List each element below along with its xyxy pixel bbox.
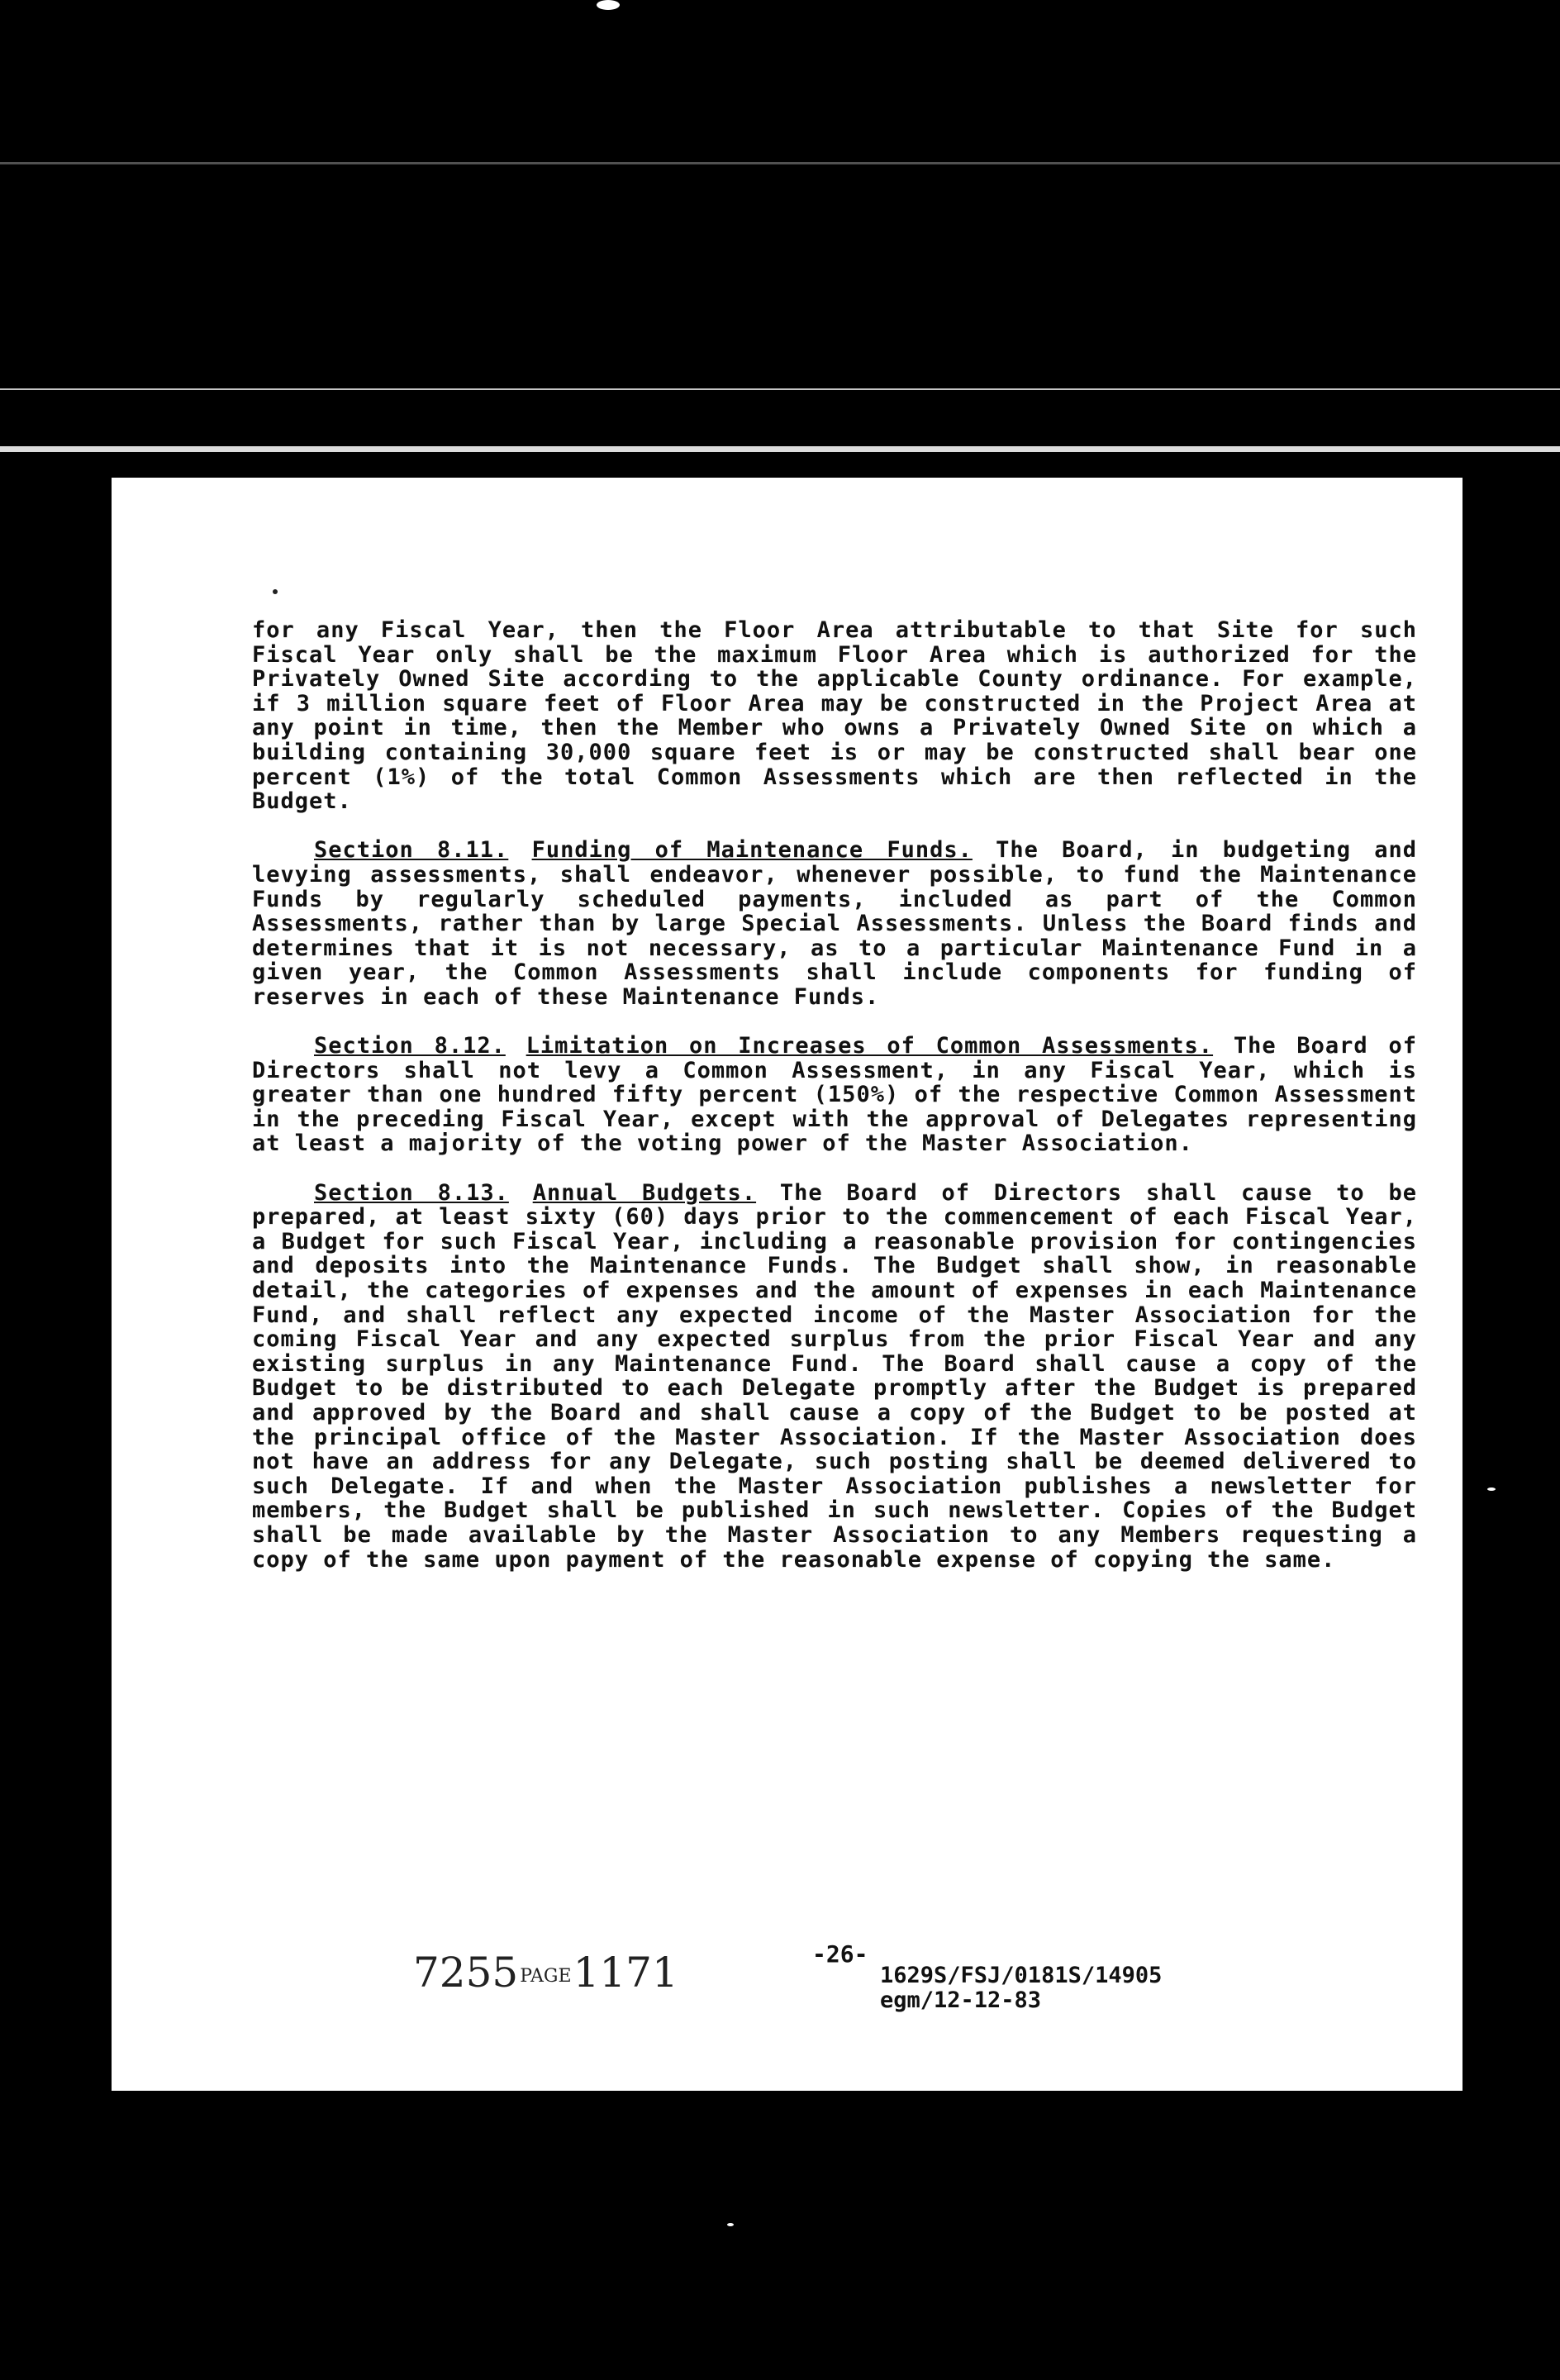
document-page: [112, 478, 1462, 2091]
scan-artifact-line: [0, 162, 1560, 164]
scan-speck: [597, 0, 620, 10]
section-number: Section 8.12.: [314, 1033, 506, 1059]
section-8-11: [252, 838, 1417, 1009]
page-number: -26-: [812, 1940, 868, 1968]
scan-speck: [727, 2223, 734, 2226]
scan-dot: [273, 589, 278, 594]
scan-artifact-line: [0, 388, 1560, 390]
recording-stamp: [413, 1949, 678, 1997]
document-code-line-2: egm/12-12-83: [880, 1987, 1042, 2013]
stamp-page-label: PAGE: [520, 1965, 572, 1987]
section-8-13: [252, 1181, 1417, 1573]
section-title: Funding of Maintenance Funds.: [531, 837, 973, 864]
section-number: Section 8.11.: [314, 837, 509, 864]
section-title: Limitation on Increases of Common Assessments.: [526, 1033, 1214, 1059]
section-number: Section 8.13.: [314, 1179, 509, 1206]
section-text: The Board of Directors shall cause to be prepared, at least sixty (60) days prior to the commencement of each Fiscal Year, a Budget for such Fiscal Year, including a reasonable provision for contingencies and deposits into the Maintenance Funds. The Budget shall show, in reasonable detail, the categories of expenses and the amount of expenses in each Maintenance Fund, and shall reflect any expected income of the Master Association for the coming Fiscal Year and any expected surplus from the prior Fiscal Year and any existing surplus in any Maintenance Fund. The Board shall cause a copy of the Budget to be distributed to each Delegate promptly after the Budget is prepared and approved by the Board and shall cause a copy of the Budget to be posted at the principal office of the Master Association. If the Master Association does not have an address for any Delegate, such posting shall be deemed delivered to such Delegate. If and when the Master Association publishes a newsletter for members, the Budget shall be published in such newsletter. Copies of the Budget shall be made available by the Master Association to any Members requesting a copy of the same upon payment of the reasonable expense of copying the same.: [252, 1179, 1417, 1573]
document-body: [252, 618, 1417, 1597]
section-8-12: [252, 1034, 1417, 1156]
document-code-line-1: 1629S/FSJ/0181S/14905: [880, 1963, 1163, 1988]
section-text: The Board, in budgeting and levying assessments, shall endeavor, whenever possible, to fund the Maintenance Funds by regularly scheduled payments, included as part of the Common Assessments, rather than by large Special Assessments. Unless the Board finds and determines that it is not necessary, as to a particular Maintenance Fund in a given year, the Common Assessments shall include components for funding of reserves in each of these Maintenance Funds.: [252, 837, 1417, 1010]
document-code: [880, 1963, 1162, 2013]
scan-artifact-line: [0, 446, 1560, 452]
stamp-book: 7255: [413, 1949, 519, 1997]
section-text: The Board of Directors shall not levy a Common Assessment, in any Fiscal Year, which is greater than one hundred fifty percent (150%) of the respective Common Assessment in the preceding Fiscal Year, except with the approval of Delegates representing at least a majority of the voting power of the Master Association.: [252, 1033, 1417, 1157]
stamp-page: 1171: [573, 1949, 678, 1997]
scan-speck: [1487, 1488, 1496, 1491]
section-title: Annual Budgets.: [532, 1179, 757, 1206]
paragraph-continued: for any Fiscal Year, then the Floor Area attributable to that Site for such Fiscal Year only shall be the maximum Floor Area which is authorized for the Privately Owned Site according to the applicable County ordinance. For example, if 3 million square feet of Floor Area may be constructed in the Project Area at any point in time, then the Member who owns a Privately Owned Site on which a building containing 30,000 square feet is or may be constructed shall bear one percent (1%) of the total Common Assessments which are then reflected in the Budget.: [252, 617, 1417, 815]
